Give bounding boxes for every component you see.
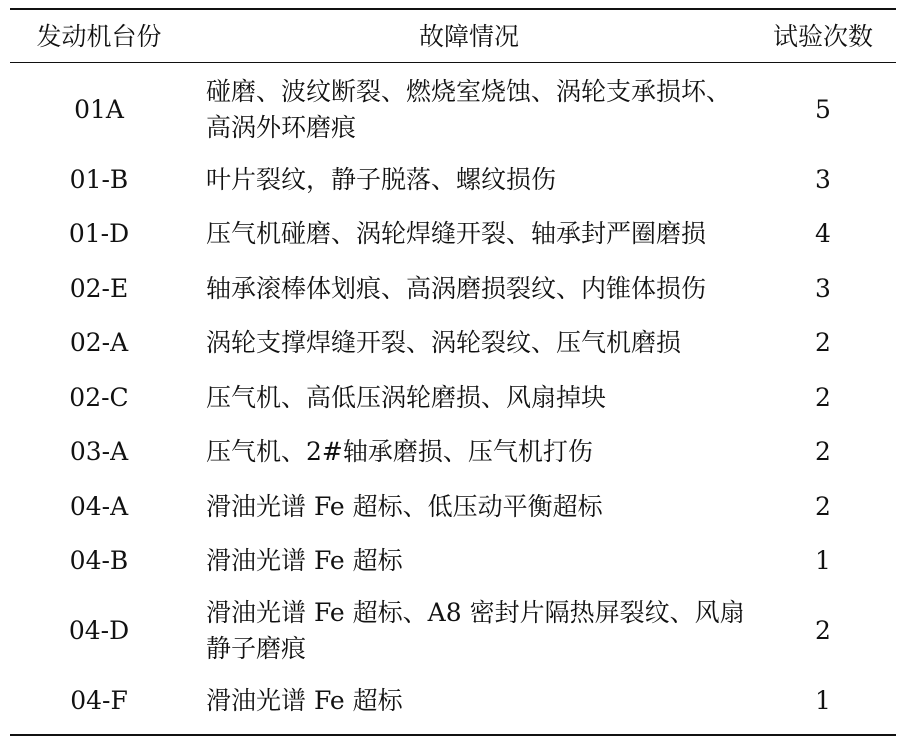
engine-cell: 04-A (69, 491, 129, 521)
fault-cell: 压气机碰磨、涡轮焊缝开裂、轴承封严圈磨损 (206, 219, 707, 249)
table-row (10, 479, 896, 534)
count-cell: 2 (815, 328, 831, 358)
bottom-rule (10, 734, 896, 736)
count-cell: 5 (815, 95, 831, 124)
engine-cell: 02-C (69, 382, 129, 412)
table-body (10, 63, 896, 734)
fault-cell: 碰磨、波纹断裂、燃烧室烧蚀、涡轮支承损坏、高涡外环磨痕 (206, 76, 732, 142)
table-row (10, 673, 896, 728)
table-row (10, 67, 896, 152)
count-cell: 2 (815, 437, 831, 467)
engine-cell: 02-A (69, 328, 129, 358)
header-fault: 故障情况 (418, 21, 519, 51)
count-cell: 2 (815, 616, 831, 645)
engine-cell: 04-D (68, 616, 130, 645)
fault-cell: 滑油光谱 Fe 超标 (206, 546, 403, 576)
fault-cell: 轴承滚棒体划痕、高涡磨损裂纹、内锥体损伤 (206, 273, 707, 303)
count-cell: 3 (815, 164, 831, 194)
engine-cell: 01-B (69, 164, 129, 194)
fault-cell: 滑油光谱 Fe 超标、低压动平衡超标 (206, 491, 603, 521)
fault-cell: 滑油光谱 Fe 超标、A8 密封片隔热屏裂纹、风扇静子磨痕 (206, 597, 745, 663)
header-row (10, 10, 896, 62)
table-row (10, 588, 896, 673)
count-cell: 4 (815, 219, 831, 249)
table-row (10, 152, 896, 207)
fault-cell: 滑油光谱 Fe 超标 (206, 685, 403, 715)
engine-cell: 01A (74, 95, 124, 124)
engine-cell: 04-B (69, 546, 129, 576)
table-row (10, 261, 896, 316)
engine-cell: 04-F (70, 685, 128, 715)
count-cell: 3 (815, 273, 831, 303)
table-row (10, 207, 896, 262)
fault-cell: 压气机、2#轴承磨损、压气机打伤 (206, 437, 593, 467)
count-cell: 2 (815, 491, 831, 521)
count-cell: 1 (815, 546, 831, 576)
table-row (10, 425, 896, 480)
header-count: 试验次数 (772, 21, 873, 51)
fault-cell: 叶片裂纹，静子脱落、螺纹损伤 (206, 164, 557, 194)
fault-cell: 涡轮支撑焊缝开裂、涡轮裂纹、压气机磨损 (206, 328, 682, 358)
count-cell: 2 (815, 382, 831, 412)
fault-cell: 压气机、高低压涡轮磨损、风扇掉块 (206, 382, 607, 412)
table-row (10, 534, 896, 589)
header-engine: 发动机台份 (36, 21, 162, 51)
table-row (10, 316, 896, 371)
engine-cell: 02-E (69, 273, 129, 303)
engine-cell: 01-D (68, 219, 130, 249)
table-row (10, 370, 896, 425)
count-cell: 1 (815, 685, 831, 715)
fault-table (10, 8, 896, 736)
engine-cell: 03-A (69, 437, 129, 467)
